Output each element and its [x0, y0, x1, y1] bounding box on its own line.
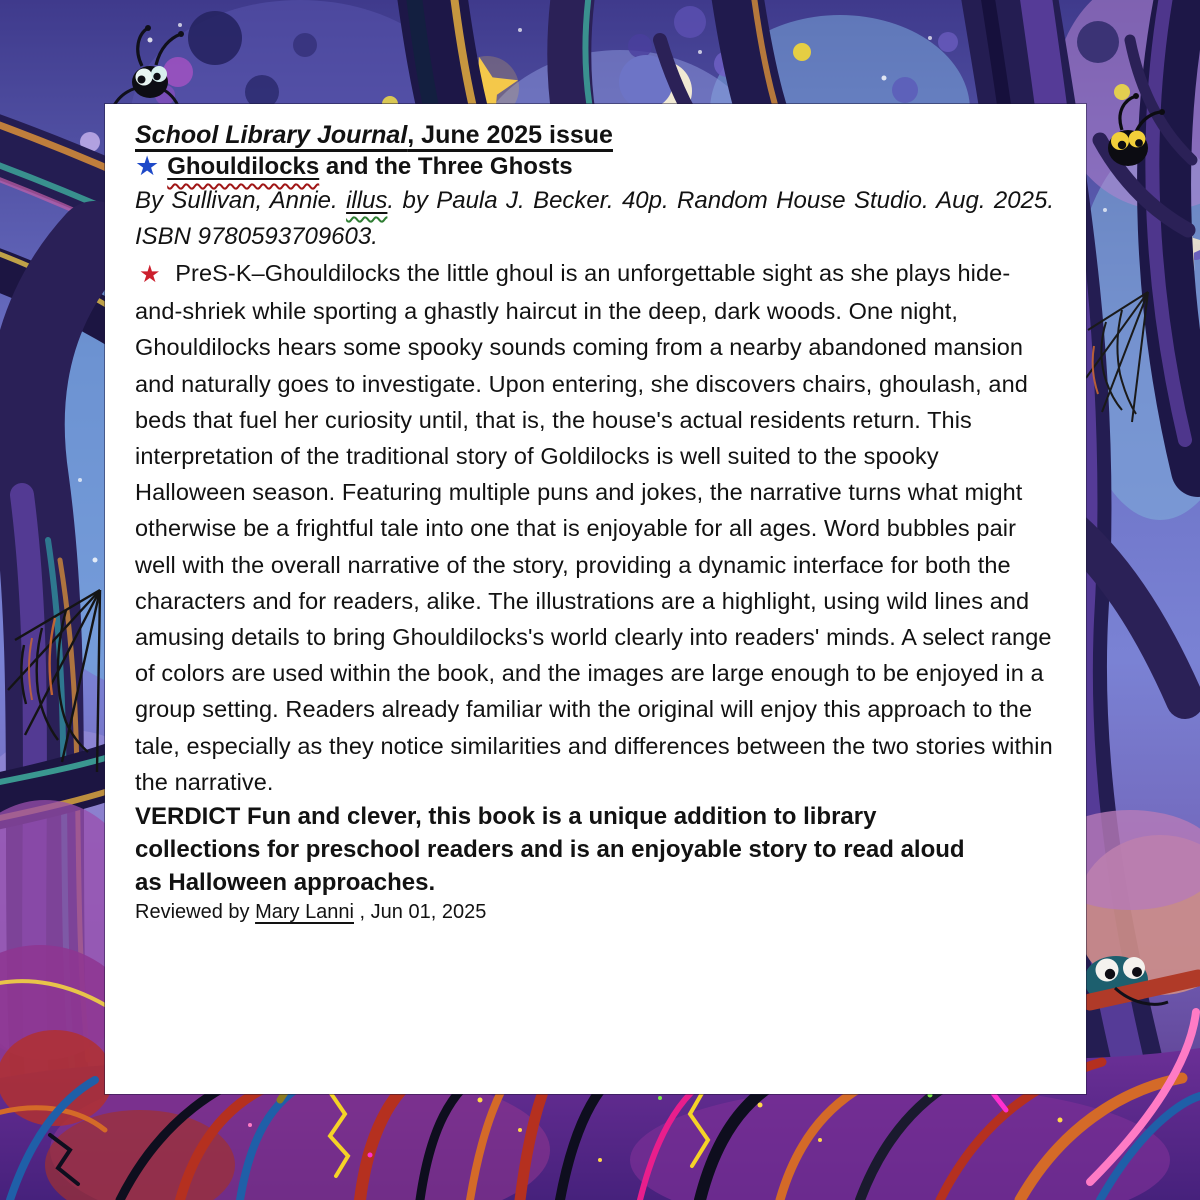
verdict-text: Fun and clever, this book is a unique addition to library collections for preschool readers and is an enjoyable story to read aloud as Halloween approaches. [135, 803, 965, 897]
verdict [135, 800, 990, 899]
review-body [135, 255, 1054, 800]
starred-review-body-icon: ★ [139, 261, 161, 288]
journal-header [135, 120, 1054, 150]
journal-name: School Library Journal [135, 121, 408, 149]
starred-review-icon: ★ [135, 151, 160, 181]
book-title-rest: and the Three Ghosts [319, 153, 573, 180]
journal-issue: , June 2025 issue [407, 121, 613, 149]
citation-illus: illus [346, 187, 388, 214]
reviewer-link[interactable]: Mary Lanni [255, 901, 354, 924]
review-text: PreS-K–Ghouldilocks the little ghoul is an unforgettable sight as she plays hide-and-shriek while sporting a ghastly haircut in the deep, dark woods. One night, Ghouldilocks hears some spooky sounds coming from a nearby abandoned mansion and naturally goes to investigate. Upon entering, she discovers chairs, ghoulash, and beds that fuel her curiosity until, that is, the house's actual residents return. This interpretation of the traditional story of Goldilocks is well suited to the spooky Halloween season. Featuring multiple puns and jokes, the narrative turns what might otherwise be a frightful tale into one that is enjoyable for all ages. Word bubbles pair well with the overall narrative of the story, providing a dynamic interface for both the characters and for readers, alike. The illustrations are a highlight, using wild lines and amusing details to bring Ghouldilocks's world clearly into readers' minds. A select range of colors are used within the book, and the images are large enough to be enjoyed in a group setting. Readers already familiar with the original will enjoy this approach to the tale, especially as they notice similarities and differences between the two stories within the narrative. [135, 260, 1053, 795]
review-footer [135, 899, 1054, 925]
review-date: , Jun 01, 2025 [354, 901, 487, 924]
review-card [105, 104, 1086, 1094]
verdict-label: VERDICT [135, 803, 241, 831]
reviewed-by-label: Reviewed by [135, 901, 256, 924]
citation [135, 183, 1054, 255]
book-title [135, 150, 1054, 183]
citation-rest: . by Paula J. Becker. 40p. Random House Studio. Aug. 2025. ISBN 9780593709603. [135, 187, 1054, 250]
citation-authors: By Sullivan, Annie. [135, 187, 347, 214]
book-title-word: Ghouldilocks [167, 153, 320, 180]
